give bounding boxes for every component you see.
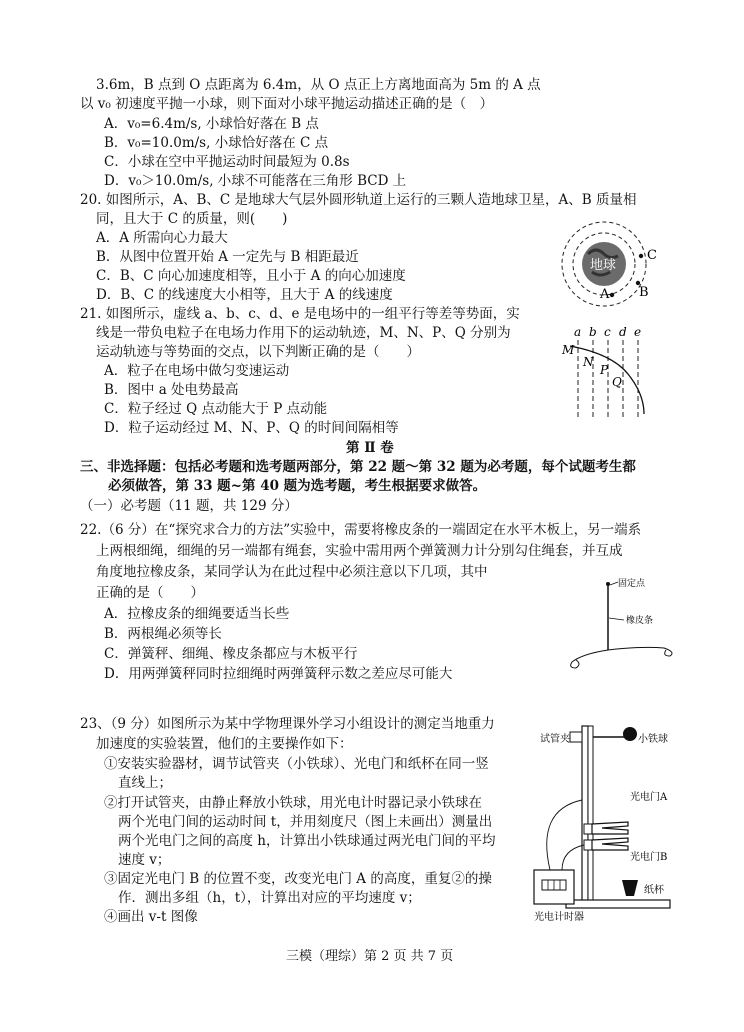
q19-option-b: B．v₀=10.0m/s, 小球恰好落在 C 点 [104,135,329,151]
q20-option-a: A．A 所需向心力最大 [96,230,228,246]
photogate-b [592,838,628,850]
section-intro-line-1: 三、非选择题：包括必考题和选考题两部分，第 22 题～第 32 题为必考题，每个试题考生都 [80,459,636,475]
gate-a-label: 光电门A [630,792,668,803]
earth-label: 地球 [590,258,617,273]
q23-step-2b: 两个光电门间的运动时间 t，并用刻度尺（图上未画出）测量出 [118,814,493,830]
q21-option-b: B．图中 a 处电势最高 [104,382,239,398]
q23-step-2a: ②打开试管夹，由静止释放小铁球，用光电计时器记录小铁球在 [104,795,482,811]
photogate-a [592,822,628,834]
timer-label: 光电计时器 [534,912,584,923]
satellite-b-label: B [639,285,649,300]
right-string [608,647,672,656]
equipotential-figure [556,322,656,420]
plane-d-label: d [619,325,627,339]
q23-step-3b: 作．测出多组（h，t），计算出对应的平均速度 v； [118,890,421,906]
q22-option-d: D．用两弹簧秤同时拉细绳时两弹簧秤示数之差应尽可能大 [104,666,453,682]
q23-line-2: 加速度的实验装置，他们的主要操作如下： [96,736,353,752]
page-footer: 三模（理综）第 2 页 共 7 页 [286,949,454,964]
section-intro-line-2: 必须做答，第 33 题~第 40 题为选考题，考生根据要求做答。 [108,478,487,494]
q22-line-3: 角度地拉橡皮条，某同学认为在此过程中必须注意以下几项，其中 [96,564,488,580]
stand-base [566,900,670,908]
paper-cup [622,880,638,896]
plane-c-label: c [604,325,611,339]
q23-step-2d: 速度 v； [118,852,171,868]
required-questions-heading: （一）必考题（11 题，共 129 分） [80,498,298,514]
q21-option-c: C．粒子经过 Q 点动能大于 P 点动能 [104,401,328,417]
q19-option-a: A．v₀=6.4m/s, 小球恰好落在 B 点 [104,116,319,132]
q20-line-2: 同，且大于 C 的质量，则( ) [96,211,288,227]
q23-step-2c: 两个光电门之间的高度 h，计算出小铁球通过两光电门间的平均 [118,833,496,849]
q19-line-1: 3.6m，B 点到 O 点距离为 6.4m，从 O 点正上方离地面高为 5m 的 A 点 [96,77,541,93]
satellite-orbit-figure [548,216,668,308]
fixed-point-label: 固定点 [618,579,646,589]
q23-step-3a: ③固定光电门 B 的位置不变，改变光电门 A 的高度，重复②的操 [104,871,492,887]
stand-pole-right [588,726,593,902]
iron-ball [623,727,637,741]
plane-a-label: a [574,325,582,339]
particle-trajectory [570,346,644,414]
plane-b-label: b [589,325,597,339]
point-m-label: M [562,343,575,357]
q19-option-d: D．v₀＞10.0m/s, 小球不可能落在三角形 BCD 上 [104,173,407,189]
q23-step-4: ④画出 v-t 图像 [104,909,198,925]
q23-line-1: 23、（9 分）如图所示为某中学物理课外学习小组设计的测定当地重力 [80,716,495,732]
cup-label: 纸杯 [644,885,664,896]
satellite-a [610,293,614,297]
q21-line-3: 运动轨迹与等势面的交点，以下判断正确的是（ ） [96,344,420,360]
gate-b-mount [584,840,592,850]
point-p-label: P [600,363,609,377]
stand-pole [582,726,588,902]
q19-option-c: C．小球在空中平抛运动时间最短为 0.8s [104,154,350,170]
rubber-band-leader [609,618,624,620]
rubber-band-label: 橡皮条 [626,616,654,626]
q20-option-b: B．从图中位置开始 A 一定先与 B 相距最近 [96,249,359,265]
q20-option-c: C．B、C 向心加速度相等，且小于 A 的向心加速度 [96,268,406,284]
satellite-c-label: C [647,248,657,263]
clamp-label: 试管夹 [540,734,570,745]
fixed-point-leader [610,582,618,585]
left-string [571,650,608,668]
plane-e-label: e [634,325,642,339]
q22-option-a: A．拉橡皮条的细绳要适当长些 [104,606,290,622]
q22-option-c: C．弹簧秤、细绳、橡皮条都应与木板平行 [104,646,358,662]
gate-b-label: 光电门B [630,852,668,863]
q21-line-1: 21. 如图所示，虚线 a、b、c、d、e 是电场中的一组平行等差等势面，实 [80,306,520,322]
rubber-band-figure [552,576,692,676]
q20-line-1: 20. 如图所示，A、B、C 是地球大气层外圆形轨道上运行的三颗人造地球卫星，A、B 质量相 [80,192,637,208]
gate-b-cable [562,845,584,870]
q21-option-a: A．粒子在电场中做匀变速运动 [104,363,290,379]
ball-label: 小铁球 [638,734,668,745]
q21-option-d: D．粒子运动经过 M、N、P、Q 的时间间隔相等 [104,420,399,436]
q21-line-2: 线是一带负电粒子在电场力作用下的运动轨迹，M、N、P、Q 分别为 [96,325,511,341]
free-fall-apparatus-figure [526,720,702,924]
q22-line-1: 22.（6 分）在“探究求合力的方法”实验中，需要将橡皮条的一端固定在水平木板上，另一端系 [80,522,642,538]
gate-a-mount [584,824,592,834]
point-n-label: N [583,355,594,369]
q23-step-1a: ①安装实验器材，调节试管夹（小铁球）、光电门和纸杯在同一竖 [104,756,489,772]
satellite-c [639,254,643,258]
satellite-a-label: A [600,287,610,302]
clamp-holder [570,732,582,742]
q19-line-2: 以 v₀ 初速度平抛一小球，则下面对小球平抛运动描述正确的是（ ） [80,96,494,112]
q22-option-b: B．两根绳必须等长 [104,626,222,642]
q23-step-1b: 直线上； [118,775,172,791]
q22-line-2: 上两根细绳，细绳的另一端都有绳套，实验中需用两个弹簧测力计分别勾住绳套，并互成 [96,543,623,559]
section-title: 第 Ⅱ 卷 [346,440,394,456]
q22-line-4: 正确的是（ ） [96,585,204,601]
q20-option-d: D．B、C 的线速度大小相等，且大于 A 的线速度 [96,287,393,303]
point-q-label: Q [612,375,622,389]
